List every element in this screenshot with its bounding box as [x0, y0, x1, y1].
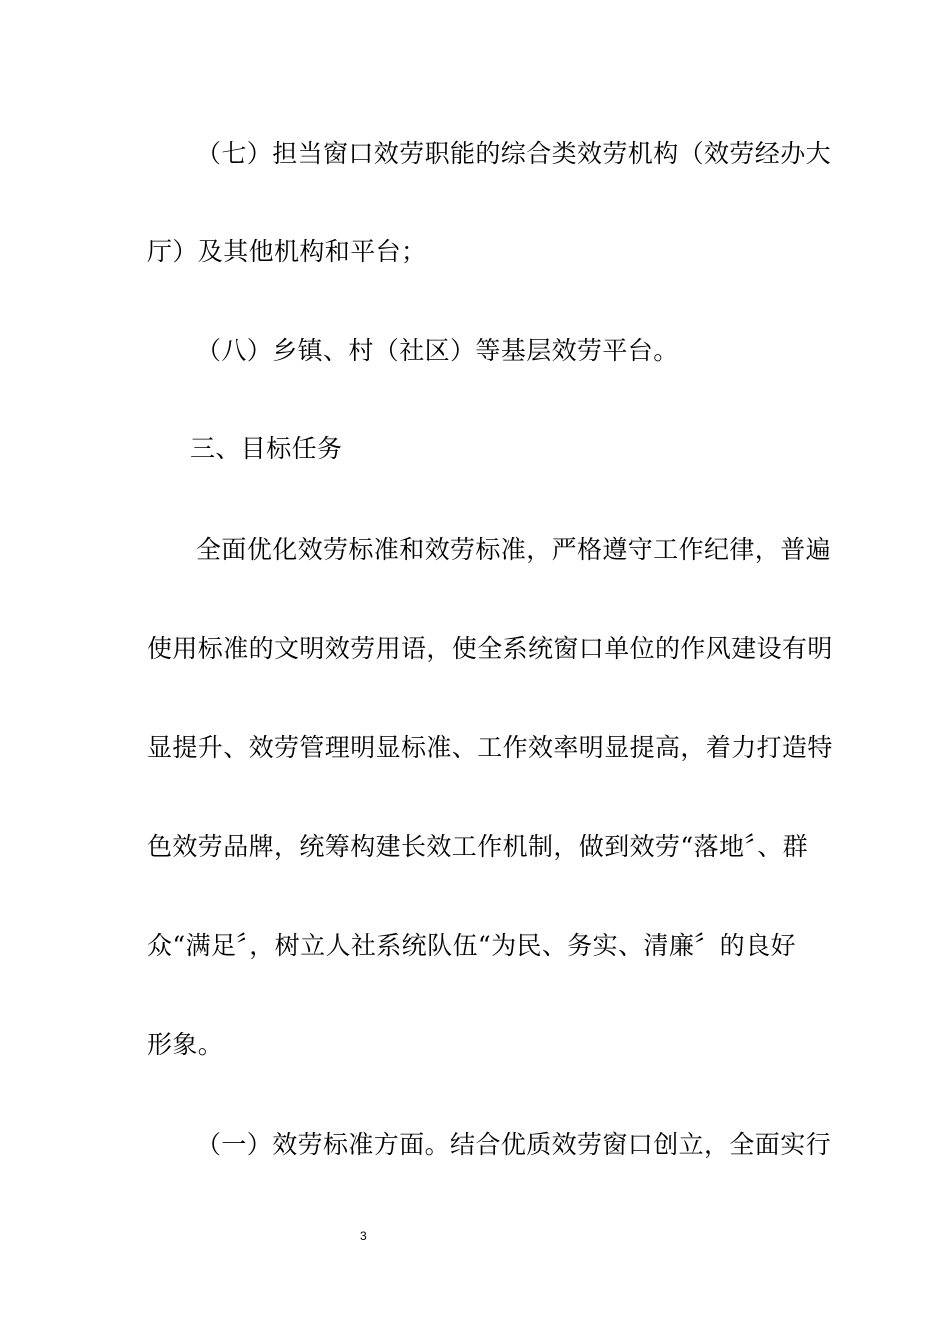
- paragraph-line: （七）担当窗口效劳职能的综合类效劳机构（效劳经办大: [196, 139, 832, 168]
- paragraph-line: 色效劳品牌，统筹构建长效工作机制，做到效劳“落地〞、群: [147, 832, 809, 861]
- paragraph-line: 显提升、效劳管理明显标准、工作效率明显提高，着力打造特: [147, 733, 833, 762]
- paragraph-line: 形象。: [147, 1030, 224, 1059]
- paragraph-line: 全面优化效劳标准和效劳标准，严格遵守工作纪律，普遍: [196, 535, 832, 564]
- paragraph-line: （一）效劳标准方面。结合优质效劳窗口创立，全面实行: [196, 1130, 832, 1159]
- paragraph-line: 众“满足〞，树立人社系统队伍“为民、务实、清廉〞的良好: [147, 931, 796, 960]
- paragraph-line: 使用标准的文明效劳用语，使全系统窗口单位的作风建设有明: [147, 634, 833, 663]
- paragraph-line: 厅）及其他机构和平台；: [147, 237, 427, 266]
- section-heading: 三、目标任务: [190, 434, 343, 463]
- page-number: 3: [360, 1229, 367, 1243]
- paragraph-line: （八）乡镇、村（社区）等基层效劳平台。: [196, 336, 679, 365]
